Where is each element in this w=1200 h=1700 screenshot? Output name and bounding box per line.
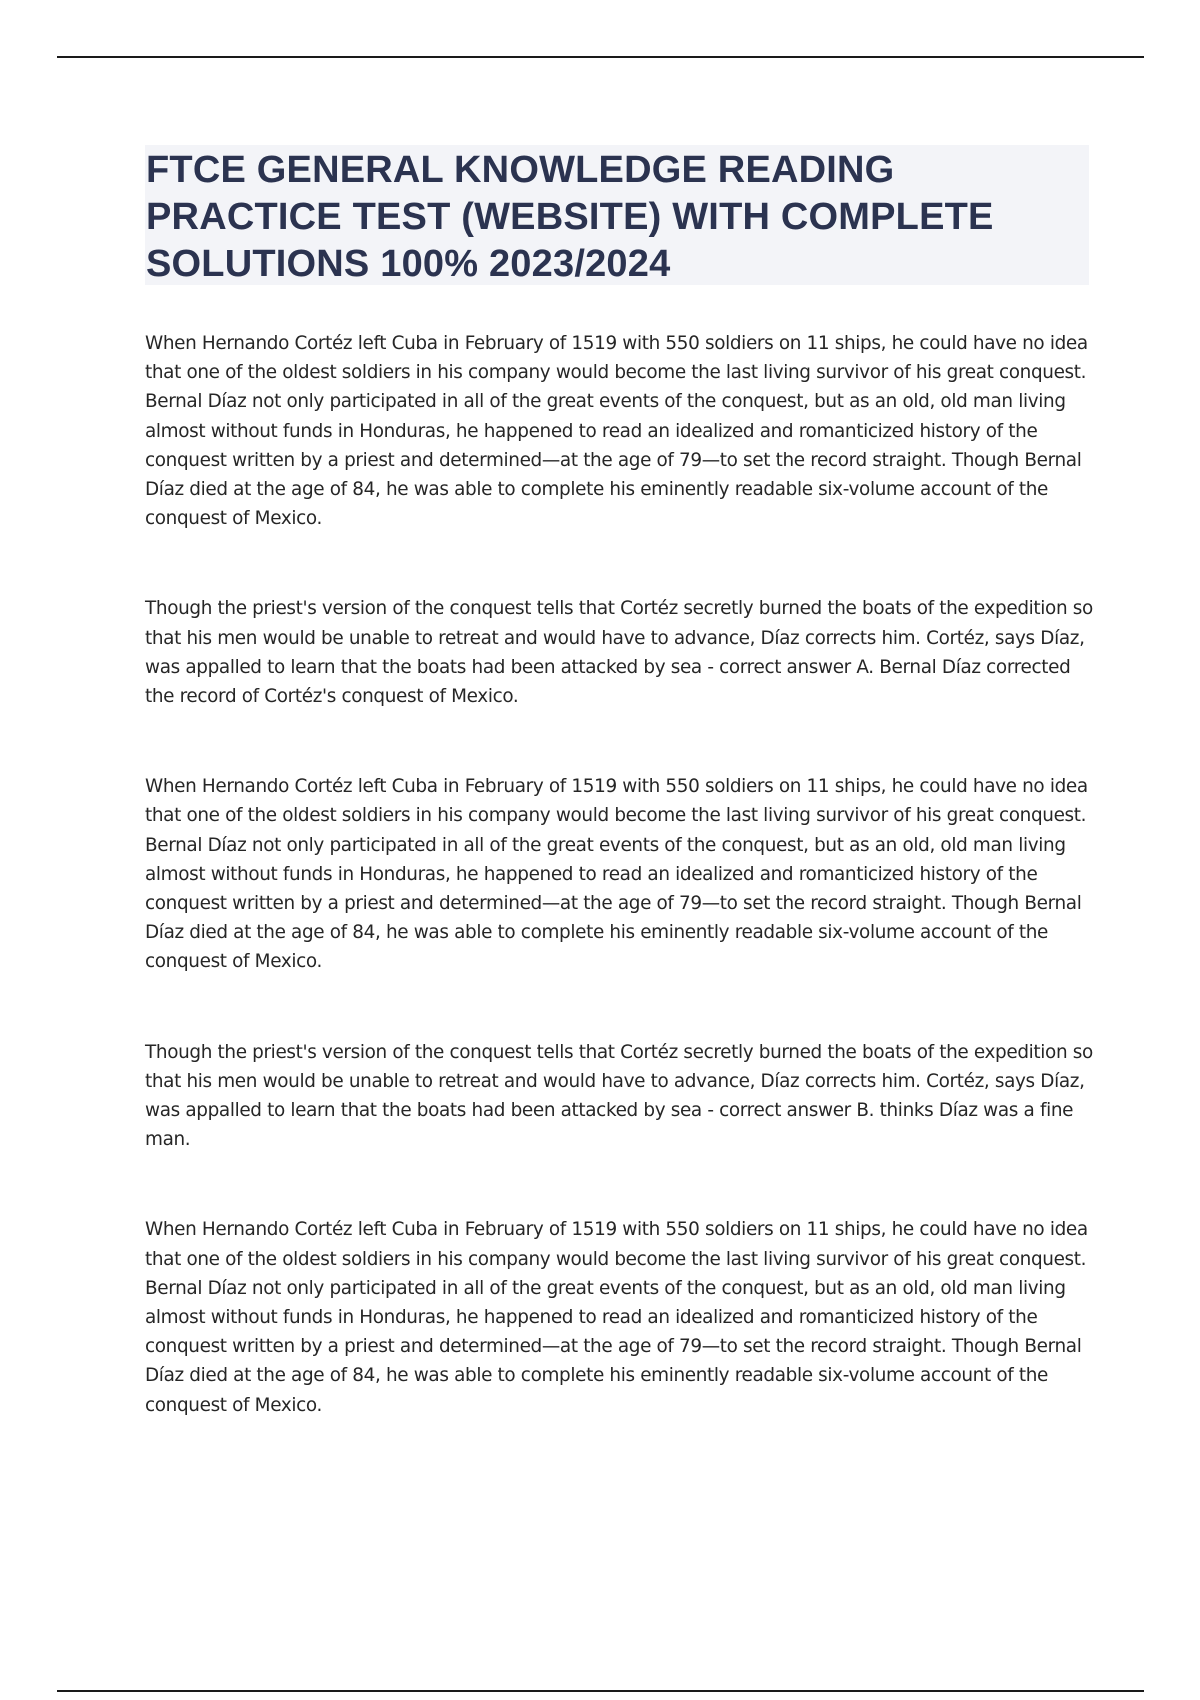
paragraph-5: When Hernando Cortéz left Cuba in February of 1519 with 550 soldiers on 11 ships, he could have no idea that one of the oldest soldiers in his company would become the last living survivor of his great conquest. Bernal Díaz not only participated in all of the great events of the conquest, but as an old, old man living almost without funds in Honduras, he happened to read an idealized and romanticized history of the conquest written by a priest and determined—at the age of 79—to set the record straight. Though Bernal Díaz died at the age of 84, he was able to complete his eminently readable six-volume account of the conquest of Mexico. (145, 1219, 1088, 1416)
document-title: FTCE GENERAL KNOWLEDGE READING PRACTICE TEST (WEBSITE) WITH COMPLETE SOLUTIONS 100% 2023/2024 (146, 149, 994, 285)
paragraph-3: When Hernando Cortéz left Cuba in February of 1519 with 550 soldiers on 11 ships, he could have no idea that one of the oldest soldiers in his company would become the last living survivor of his great conquest. Bernal Díaz not only participated in all of the great events of the conquest, but as an old, old man living almost without funds in Honduras, he happened to read an idealized and romanticized history of the conquest written by a priest and determined—at the age of 79—to set the record straight. Though Bernal Díaz died at the age of 84, he was able to complete his eminently readable six-volume account of the conquest of Mexico. (145, 776, 1088, 973)
page-top-rule (57, 56, 1144, 58)
title-banner (145, 145, 1089, 285)
document-body (145, 329, 1097, 1420)
paragraph-2: Though the priest's version of the conquest tells that Cortéz secretly burned the boats of the expedition so that his men would be unable to retreat and would have to advance, Díaz corrects him. Cortéz, says Díaz, was appalled to learn that the boats had been attacked by sea - correct answer A. Bernal Díaz corrected the record of Cortéz's conquest of Mexico. (145, 598, 1093, 708)
paragraph-1: When Hernando Cortéz left Cuba in February of 1519 with 550 soldiers on 11 ships, he could have no idea that one of the oldest soldiers in his company would become the last living survivor of his great conquest. Bernal Díaz not only participated in all of the great events of the conquest, but as an old, old man living almost without funds in Honduras, he happened to read an idealized and romanticized history of the conquest written by a priest and determined—at the age of 79—to set the record straight. Though Bernal Díaz died at the age of 84, he was able to complete his eminently readable six-volume account of the conquest of Mexico. (145, 333, 1088, 530)
paragraph-4: Though the priest's version of the conquest tells that Cortéz secretly burned the boats of the expedition so that his men would be unable to retreat and would have to advance, Díaz corrects him. Cortéz, says Díaz, was appalled to learn that the boats had been attacked by sea - correct answer B. thinks Díaz was a fine man. (145, 1041, 1093, 1151)
page-bottom-rule (57, 1690, 1144, 1692)
